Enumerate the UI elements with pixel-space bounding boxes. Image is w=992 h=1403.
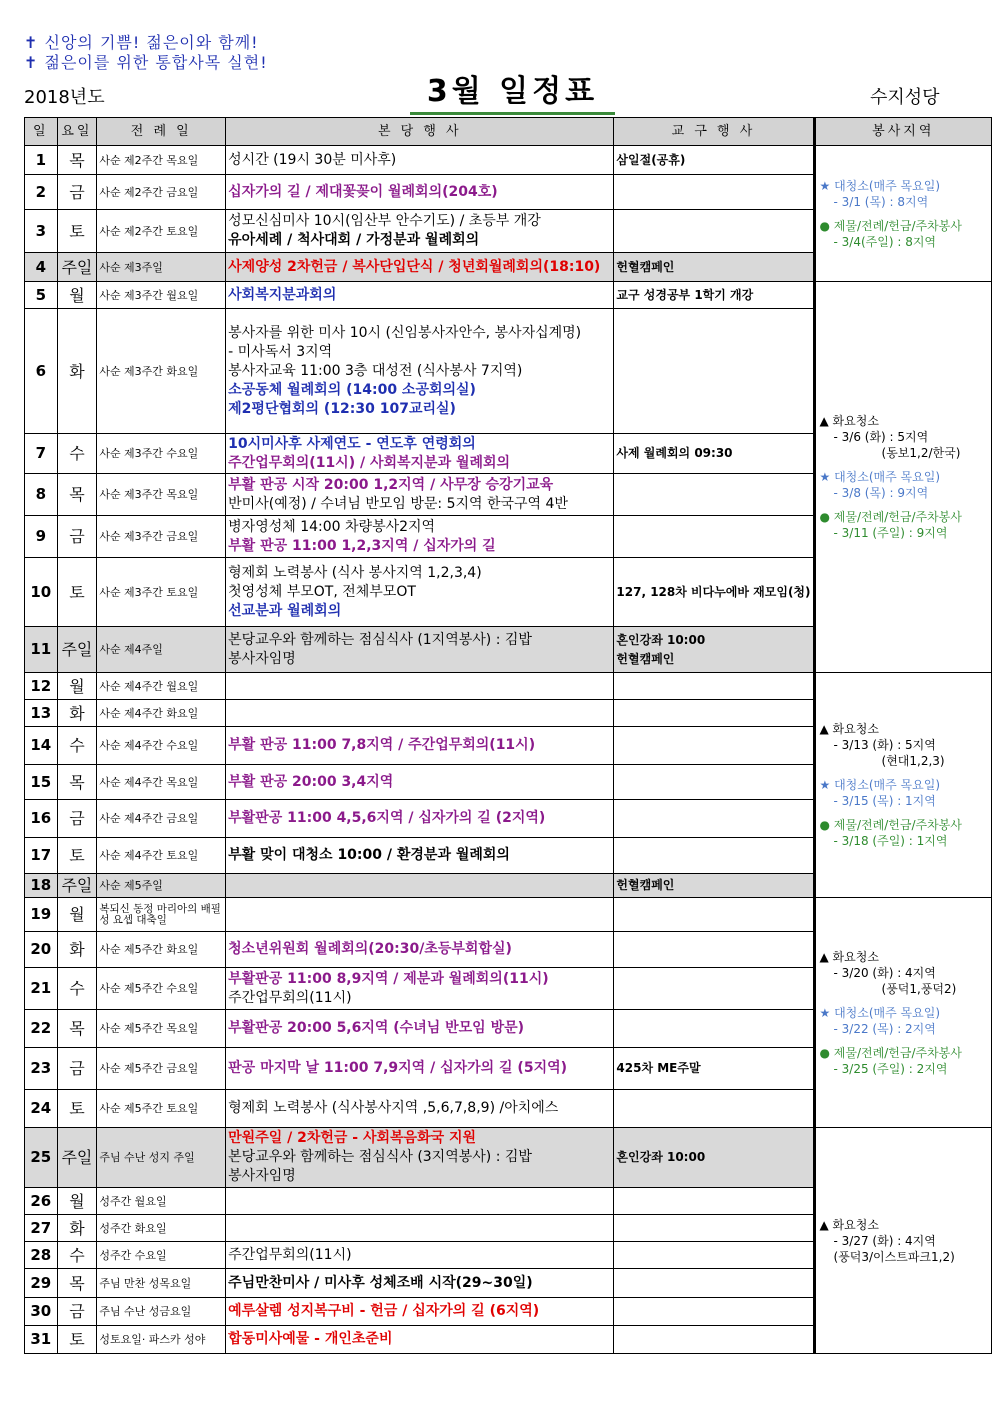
liturgy-day: 사순 제5주간 수요일: [97, 968, 226, 1010]
day-number: 21: [25, 968, 58, 1010]
diocese-events: [614, 627, 814, 673]
weekday: 금: [57, 800, 97, 838]
weekday: 금: [57, 1298, 97, 1326]
liturgy-day: 사순 제5주일: [97, 874, 226, 898]
day-number: 4: [25, 253, 58, 282]
day-number: 12: [25, 673, 58, 700]
weekday: 월: [57, 673, 97, 700]
diocese-events: [614, 434, 814, 474]
day-number: 5: [25, 282, 58, 309]
day-number: 15: [25, 765, 58, 800]
diocese-events: [614, 1128, 814, 1188]
parish-event-line: 주간업무회의(11시): [228, 989, 352, 1006]
volunteer-line: (현대1,2,3): [881, 754, 945, 768]
liturgy-day: 사순 제2주간 목요일: [97, 146, 226, 175]
volunteer-area-cell: [814, 146, 991, 282]
volunteer-line: ▲ 화요청소: [819, 722, 879, 736]
liturgy-day: 사순 제5주간 토요일: [97, 1090, 226, 1128]
weekday: 토: [57, 210, 97, 253]
table-row: [25, 898, 992, 932]
day-number: 8: [25, 474, 58, 516]
day-number: 7: [25, 434, 58, 474]
liturgy-day: 사순 제5주간 목요일: [97, 1010, 226, 1048]
parish-event-line: 봉사자를 위한 미사 10시 (신임봉사자안수, 봉사자십계명): [228, 324, 582, 341]
diocese-events: [614, 1048, 814, 1090]
day-number: 9: [25, 516, 58, 558]
weekday: 주일: [57, 253, 97, 282]
weekday: 주일: [57, 1128, 97, 1188]
parish-event-line: 형제회 노력봉사 (식사 봉사지역 1,2,3,4): [228, 564, 482, 581]
parish-event-line: 부활 맞이 대청소 10:00 / 환경분과 월례회의: [228, 847, 510, 863]
parish-event-line: 주간업무회의(11시): [228, 1246, 352, 1263]
volunteer-area-cell: [814, 673, 991, 898]
volunteer-line: - 3/1 (목) : 8지역: [833, 194, 929, 209]
diocese-events: [614, 1298, 814, 1326]
weekday: 토: [57, 1326, 97, 1354]
volunteer-line: ★ 대청소(매주 목요일): [819, 470, 941, 484]
diocese-event-line: 헌혈캠페인: [616, 259, 675, 274]
parish-event-line: 선교분과 월례회의: [228, 602, 342, 619]
day-number: 29: [25, 1269, 58, 1298]
parish-event-line: 부활판공 11:00 8,9지역 / 제분과 월례회의(11시): [228, 970, 549, 987]
slogan-line-1: ✝ 신앙의 기쁨! 젊은이와 함께!: [24, 33, 259, 52]
liturgy-day: 사순 제3주간 목요일: [97, 474, 226, 516]
weekday: 월: [57, 898, 97, 932]
year-label: 2018년도: [24, 87, 105, 108]
weekday: 금: [57, 516, 97, 558]
day-number: 11: [25, 627, 58, 673]
liturgy-day: 성주간 수요일: [97, 1242, 226, 1269]
parish-events: [226, 516, 614, 558]
parish-events: [226, 1298, 614, 1326]
liturgy-day: 사순 제5주간 화요일: [97, 932, 226, 968]
parish-event-line: 십자가의 길 / 제대꽃꽂이 월례회의(204호): [228, 183, 498, 200]
volunteer-line: - 3/8 (목) : 9지역: [833, 486, 929, 500]
day-number: 24: [25, 1090, 58, 1128]
parish-event-line: 주간업무회의(11시) / 사회복지분과 월례회의: [228, 454, 511, 471]
volunteer-line: - 3/18 (주일) : 1지역: [833, 834, 948, 848]
parish-events: [226, 932, 614, 968]
parish-event-line: 봉사자교육 11:00 3층 대성전 (식사봉사 7지역): [228, 362, 523, 379]
day-number: 2: [25, 175, 58, 210]
parish-events: [226, 1048, 614, 1090]
volunteer-line: [820, 997, 987, 1005]
header-day: 일: [25, 118, 58, 146]
weekday: 수: [57, 727, 97, 765]
parish-events: [226, 210, 614, 253]
volunteer-line: ● 제물/전례/헌금/주차봉사: [819, 510, 962, 524]
day-number: 18: [25, 874, 58, 898]
parish-events: [226, 175, 614, 210]
table-row: [25, 282, 992, 309]
volunteer-line: [820, 1037, 987, 1045]
volunteer-line: - 3/20 (화) : 4지역: [833, 965, 936, 980]
diocese-events: [614, 765, 814, 800]
liturgy-day: 사순 제3주일: [97, 253, 226, 282]
liturgy-day: 사순 제4주일: [97, 627, 226, 673]
diocese-events: [614, 516, 814, 558]
diocese-events: [614, 309, 814, 434]
liturgy-day: 사순 제3주간 금요일: [97, 516, 226, 558]
weekday: 목: [57, 765, 97, 800]
diocese-events: [614, 1090, 814, 1128]
volunteer-area-cell: [814, 898, 991, 1128]
parish-events: [226, 282, 614, 309]
diocese-events: [614, 282, 814, 309]
diocese-events: [614, 210, 814, 253]
parish-event-line: 10시미사후 사제연도 - 연도후 연령회의: [228, 435, 476, 452]
volunteer-line: [820, 501, 987, 509]
diocese-events: [614, 1326, 814, 1354]
weekday: 수: [57, 434, 97, 474]
weekday: 목: [57, 1269, 97, 1298]
liturgy-day: 사순 제3주간 월요일: [97, 282, 226, 309]
diocese-events: [614, 253, 814, 282]
diocese-events: [614, 558, 814, 627]
liturgy-day: 사순 제2주간 금요일: [97, 175, 226, 210]
weekday: 수: [57, 968, 97, 1010]
weekday: 주일: [57, 627, 97, 673]
parish-event-line: 봉사자임명: [228, 1168, 296, 1184]
diocese-events: [614, 700, 814, 727]
volunteer-line: (풍덕1,풍덕2): [881, 981, 957, 996]
day-number: 22: [25, 1010, 58, 1048]
church-name: 수지성당: [870, 87, 940, 108]
diocese-event-line: 425차 ME주말: [616, 1061, 701, 1075]
liturgy-day: 사순 제3주간 수요일: [97, 434, 226, 474]
day-number: 28: [25, 1242, 58, 1269]
weekday: 토: [57, 838, 97, 874]
parish-event-line: 형제회 노력봉사 (식사봉사지역 ,5,6,7,8,9) /아치에스: [228, 1100, 559, 1116]
diocese-events: [614, 874, 814, 898]
parish-event-line: 부활판공 11:00 4,5,6지역 / 십자가의 길 (2지역): [228, 810, 546, 826]
volunteer-line: - 3/6 (화) : 5지역: [833, 430, 929, 444]
liturgy-day: 성주간 화요일: [97, 1215, 226, 1242]
weekday: 화: [57, 309, 97, 434]
liturgy-day: 성토요일· 파스카 성야: [97, 1326, 226, 1354]
liturgy-day: 사순 제3주간 화요일: [97, 309, 226, 434]
parish-events: [226, 1242, 614, 1269]
liturgy-day: 사순 제4주간 수요일: [97, 727, 226, 765]
parish-events: [226, 1326, 614, 1354]
liturgy-day: 사순 제4주간 토요일: [97, 838, 226, 874]
diocese-event-line: 사제 월례회의 09:30: [616, 446, 733, 460]
day-number: 17: [25, 838, 58, 874]
parish-event-line: 첫영성체 부모OT, 전체부모OT: [228, 583, 416, 600]
diocese-events: [614, 175, 814, 210]
volunteer-line: - 3/11 (주일) : 9지역: [833, 526, 948, 540]
weekday: 토: [57, 558, 97, 627]
diocese-events: [614, 838, 814, 874]
parish-event-line: 사제양성 2차헌금 / 복사단입단식 / 청년회월례회의(18:10): [228, 258, 601, 275]
volunteer-line: ★ 대청소(매주 목요일): [819, 778, 941, 792]
parish-events: [226, 1215, 614, 1242]
day-number: 20: [25, 932, 58, 968]
parish-events: [226, 968, 614, 1010]
parish-event-line: 만원주일 / 2차헌금 - 사회복음화국 지원: [228, 1130, 477, 1146]
table-row: [25, 673, 992, 700]
volunteer-line: - 3/22 (목) : 2지역: [833, 1021, 936, 1036]
day-number: 10: [25, 558, 58, 627]
parish-events: [226, 673, 614, 700]
volunteer-line: ★ 대청소(매주 목요일): [819, 1005, 941, 1020]
day-number: 30: [25, 1298, 58, 1326]
liturgy-day: 성주간 월요일: [97, 1188, 226, 1215]
volunteer-area-cell: [814, 1128, 991, 1354]
weekday: 금: [57, 175, 97, 210]
parish-event-line: 부활 판공 시작 20:00 1,2지역 / 사무장 승강기교육: [228, 476, 554, 493]
weekday: 화: [57, 932, 97, 968]
volunteer-line: ▲ 화요청소: [819, 1217, 879, 1232]
diocese-event-line: 교구 성경공부 1학기 개강: [616, 287, 754, 302]
volunteer-line: (동보1,2/한국): [881, 446, 961, 460]
parish-events: [226, 627, 614, 673]
volunteer-line: ● 제물/전례/헌금/주차봉사: [819, 818, 962, 832]
diocese-events: [614, 673, 814, 700]
day-number: 31: [25, 1326, 58, 1354]
diocese-events: [614, 1242, 814, 1269]
weekday: 화: [57, 1215, 97, 1242]
weekday: 월: [57, 282, 97, 309]
header-parish-events: 본 당 행 사: [226, 118, 614, 146]
day-number: 16: [25, 800, 58, 838]
weekday: 목: [57, 146, 97, 175]
parish-events: [226, 1010, 614, 1048]
volunteer-line: [820, 809, 987, 817]
volunteer-line: - 3/13 (화) : 5지역: [833, 738, 936, 752]
diocese-events: [614, 1010, 814, 1048]
volunteer-line: - 3/15 (목) : 1지역: [833, 794, 936, 808]
weekday: 월: [57, 1188, 97, 1215]
parish-events: [226, 253, 614, 282]
parish-events: [226, 309, 614, 434]
day-number: 6: [25, 309, 58, 434]
liturgy-day: 사순 제4주간 목요일: [97, 765, 226, 800]
volunteer-line: [820, 210, 987, 218]
parish-event-line: 봉사자임명: [228, 650, 296, 667]
volunteer-line: ▲ 화요청소: [819, 949, 879, 964]
schedule-table: [24, 117, 992, 1354]
header-liturgy: 전 례 일: [97, 118, 226, 146]
parish-events: [226, 1269, 614, 1298]
diocese-event-line: 혼인강좌 10:00: [616, 1150, 706, 1164]
volunteer-line: - 3/4(주일) : 8지역: [833, 234, 937, 249]
parish-events: [226, 727, 614, 765]
parish-events: [226, 1128, 614, 1188]
diocese-events: [614, 146, 814, 175]
parish-events: [226, 558, 614, 627]
parish-events: [226, 898, 614, 932]
liturgy-day: 사순 제2주간 토요일: [97, 210, 226, 253]
parish-event-line: 주님만찬미사 / 미사후 성체조배 시작(29~30일): [228, 1274, 533, 1291]
parish-events: [226, 874, 614, 898]
parish-event-line: 제2평단협회의 (12:30 107교리실): [228, 400, 456, 417]
table-header-row: [25, 118, 992, 146]
weekday: 토: [57, 1090, 97, 1128]
liturgy-day: 사순 제4주간 월요일: [97, 673, 226, 700]
diocese-events: [614, 727, 814, 765]
liturgy-day: 사순 제4주간 화요일: [97, 700, 226, 727]
parish-event-line: - 미사독서 3지역: [228, 343, 333, 360]
table-row: [25, 1128, 992, 1188]
parish-event-line: 성시간 (19시 30분 미사후): [228, 151, 397, 168]
diocese-events: [614, 968, 814, 1010]
diocese-events: [614, 474, 814, 516]
parish-event-line: 성모신심미사 10시(임산부 안수기도) / 초등부 개강: [228, 213, 541, 229]
parish-events: [226, 800, 614, 838]
volunteer-line: - 3/25 (주일) : 2지역: [833, 1061, 948, 1076]
table-row: [25, 146, 992, 175]
day-number: 14: [25, 727, 58, 765]
liturgy-day: 사순 제4주간 금요일: [97, 800, 226, 838]
volunteer-line: ● 제물/전례/헌금/주차봉사: [819, 1045, 962, 1060]
parish-events: [226, 1090, 614, 1128]
parish-event-line: 부활판공 20:00 5,6지역 (수녀님 반모임 방문): [228, 1020, 525, 1036]
diocese-event-line: 혼인강좌 10:00: [616, 632, 706, 647]
volunteer-line: - 3/27 (화) : 4지역: [833, 1233, 936, 1248]
diocese-events: [614, 1188, 814, 1215]
volunteer-line: [820, 769, 987, 777]
diocese-event-line: 127, 128차 비다누에바 재모임(청): [616, 584, 811, 599]
day-number: 3: [25, 210, 58, 253]
liturgy-day: 사순 제5주간 금요일: [97, 1048, 226, 1090]
parish-event-line: 반미사(예정) / 수녀님 반모임 방문: 5지역 한국구역 4반: [228, 495, 568, 512]
parish-event-line: 합동미사예물 - 개인초준비: [228, 1331, 393, 1347]
day-number: 13: [25, 700, 58, 727]
parish-events: [226, 838, 614, 874]
day-number: 19: [25, 898, 58, 932]
volunteer-area-cell: [814, 282, 991, 673]
parish-event-line: 청소년위원회 월례회의(20:30/초등부회합실): [228, 941, 512, 957]
weekday: 금: [57, 1048, 97, 1090]
parish-event-line: 병자영성체 14:00 차량봉사2지역: [228, 518, 436, 535]
volunteer-line: ▲ 화요청소: [819, 414, 879, 428]
parish-event-line: 부활 판공 11:00 1,2,3지역 / 십자가의 길: [228, 537, 496, 554]
diocese-events: [614, 800, 814, 838]
diocese-events: [614, 932, 814, 968]
parish-event-line: 예루살렘 성지복구비 - 헌금 / 십자가의 길 (6지역): [228, 1303, 540, 1319]
diocese-events: [614, 1269, 814, 1298]
parish-events: [226, 146, 614, 175]
day-number: 25: [25, 1128, 58, 1188]
volunteer-line: (풍덕3/이스트파크1,2): [833, 1249, 955, 1264]
parish-events: [226, 765, 614, 800]
diocese-events: [614, 1215, 814, 1242]
parish-events: [226, 700, 614, 727]
parish-events: [226, 474, 614, 516]
weekday: 수: [57, 1242, 97, 1269]
volunteer-line: ● 제물/전례/헌금/주차봉사: [819, 218, 962, 233]
day-number: 26: [25, 1188, 58, 1215]
day-number: 1: [25, 146, 58, 175]
parish-event-line: 본당교우와 함께하는 점심식사 (3지역봉사) : 김밥: [228, 1149, 532, 1165]
liturgy-day: 사순 제3주간 토요일: [97, 558, 226, 627]
day-number: 27: [25, 1215, 58, 1242]
diocese-event-line: 헌혈캠페인: [616, 878, 675, 892]
parish-event-line: 부활 판공 11:00 7,8지역 / 주간업무회의(11시): [228, 737, 536, 753]
diocese-event-line: 삼일절(공휴): [616, 152, 686, 167]
parish-event-line: 사회복지분과회의: [228, 286, 337, 303]
liturgy-day: 주님 수난 성금요일: [97, 1298, 226, 1326]
liturgy-day: 주님 만찬 성목요일: [97, 1269, 226, 1298]
slogan-line-2: ✝ 젊은이를 위한 통합사목 실현!: [24, 53, 268, 72]
parish-events: [226, 1188, 614, 1215]
day-number: 23: [25, 1048, 58, 1090]
header-volunteer-area: 봉사지역: [814, 118, 991, 146]
weekday: 목: [57, 474, 97, 516]
diocese-events: [614, 898, 814, 932]
liturgy-day: 주님 수난 성지 주일: [97, 1128, 226, 1188]
parish-event-line: 유아세례 / 척사대회 / 가정분과 월례회의: [228, 232, 480, 248]
parish-event-line: 본당교우와 함께하는 점심식사 (1지역봉사) : 김밥: [228, 631, 532, 648]
weekday: 화: [57, 700, 97, 727]
volunteer-line: ★ 대청소(매주 목요일): [819, 178, 941, 193]
header-weekday: 요일: [57, 118, 97, 146]
volunteer-line: [820, 461, 987, 469]
weekday: 목: [57, 1010, 97, 1048]
weekday: 주일: [57, 874, 97, 898]
diocese-event-line: 헌혈캠페인: [616, 651, 675, 666]
parish-events: [226, 434, 614, 474]
parish-event-line: 소공동체 월례회의 (14:00 소공회의실): [228, 381, 476, 398]
parish-event-line: 부활 판공 20:00 3,4지역: [228, 773, 394, 790]
page-title: 3월 일정표: [410, 66, 615, 115]
liturgy-day: 복되신 동정 마리아의 배필 성 요셉 대축일: [97, 898, 226, 932]
header-diocese-events: 교 구 행 사: [614, 118, 814, 146]
parish-event-line: 판공 마지막 날 11:00 7,9지역 / 십자가의 길 (5지역): [228, 1060, 568, 1076]
